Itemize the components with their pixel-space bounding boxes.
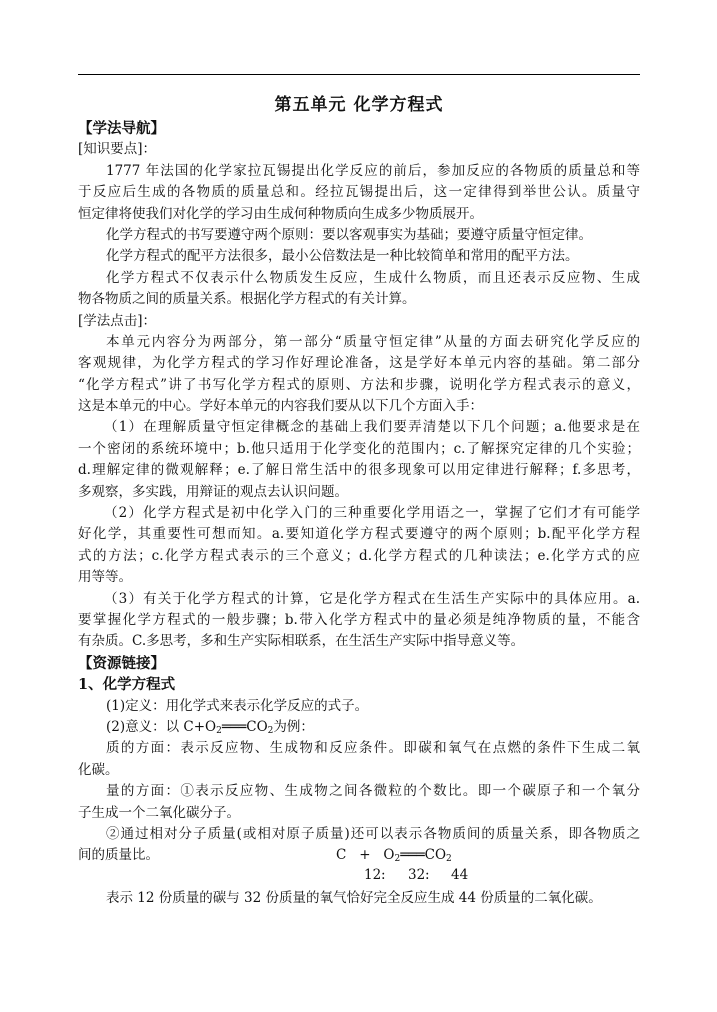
product-formula: CO	[424, 847, 447, 864]
paragraph-line: 要掌握化学方程式的一般步骤；b.带入化学方程式中的量必须是纯净物质的量，不能含	[78, 611, 640, 628]
meaning-suffix: 为例：	[273, 718, 314, 735]
subscript: 2	[216, 725, 222, 736]
carbon-symbol: C	[336, 847, 347, 864]
equals-arrow: ═══	[400, 847, 425, 864]
section-heading-study-guide: 【学法导航】	[78, 120, 165, 137]
chemical-equation	[336, 845, 452, 866]
paragraph-line: 好化学，其重要性可想而知。a.要知道化学方程式要遵守的两个原则；b.配平化学方程	[78, 526, 640, 543]
paragraph-line: 用等等。	[78, 569, 132, 586]
study-tips-label: [学法点击]：	[78, 312, 157, 329]
paragraph-line: 化学方程式的配平方法很多，最小公倍数法是一种比较简单和常用的配平方法。	[106, 248, 579, 265]
paragraph-line: 化学方程式的书写要遵守两个原则：要以客观事实为基础；要遵守质量守恒定律。	[106, 226, 592, 243]
conclusion-line: 表示 12 份质量的碳与 32 份质量的氧气恰好完全反应生成 44 份质量的二氧化碳。	[106, 890, 602, 907]
oxygen-mass: 32	[408, 866, 426, 883]
paragraph-line: 质的方面：表示反应物、生成物和反应条件。即碳和氧气在点燃的条件下生成二氧	[106, 740, 640, 757]
paragraph-line: 物各物质之间的质量关系。根据化学方程式的有关计算。	[78, 291, 416, 308]
paragraph-line: 子生成一个二氧化碳分子。	[78, 804, 240, 821]
definition-line: (1)定义：用化学式来表示化学反应的式子。	[106, 697, 369, 714]
paragraph-line: （3）有关于化学方程式的计算，它是化学方程式在生活生产实际中的具体应用。a.	[104, 590, 640, 607]
reaction-arrow	[222, 717, 246, 738]
paragraph-line: d.理解定律的微观解释；e.了解日常生活中的很多现象可以用定律进行解释；f.多思考，	[78, 462, 640, 479]
section-heading-resource-links: 【资源链接】	[78, 654, 165, 672]
paragraph-line: 一个密闭的系统环境中；b.他只适用于化学变化的范围内；c.了解探究定律的几个实验；	[78, 440, 640, 457]
paragraph-line: 化学方程式不仅表示什么物质发生反应，生成什么物质，而且还表示反应物、生成	[106, 269, 640, 286]
mass-ratio-line	[78, 867, 640, 888]
product-formula: CO	[246, 718, 268, 735]
plus-sign: +	[359, 847, 371, 864]
paragraph-line: 量的方面：①表示反应物、生成物之间各微粒的个数比。即一个碳原子和一个氧分	[106, 783, 640, 800]
ratio-separator: :	[425, 866, 430, 883]
paragraph-line: 1777 年法国的化学家拉瓦锡提出化学反应的前后，参加反应的各物质的质量总和等	[106, 162, 640, 179]
subscript: 2	[394, 854, 401, 865]
paragraph-line: “化学方程式”讲了书写化学方程式的原则、方法和步骤，说明化学方程式表示的意义，	[78, 376, 640, 393]
equals-arrow: ═══	[221, 718, 247, 735]
meaning-prefix: (2)意义：以 C+O	[106, 718, 217, 735]
paragraph-line: 有杂质。C.多思考，多和生产实际相联系，在生活生产实际中指导意义等。	[78, 633, 525, 650]
subscript: 2	[446, 854, 452, 865]
carbon-mass: 12	[364, 866, 382, 883]
meaning-line	[78, 717, 640, 738]
ratio-separator: :	[381, 866, 386, 883]
paragraph-line: 化碳。	[78, 761, 119, 778]
paragraph-line: 这是本单元的中心。学好本单元的内容我们要从以下几个方面入手：	[78, 398, 483, 415]
paragraph-line: 本单元内容分为两部分，第一部分“质量守恒定律”从量的方面去研究化学反应的	[106, 333, 640, 350]
paragraph-line: 式的方法；c.化学方程式表示的三个意义；d.化学方程式的几种读法；e.化学方式的应	[78, 547, 640, 564]
reaction-arrow	[400, 845, 424, 866]
oxygen-symbol: O	[383, 847, 395, 864]
subscript: 2	[267, 725, 274, 736]
paragraph-line: （1）在理解质量守恒定律概念的基础上我们要弄清楚以下几个问题；a.他要求是在	[104, 419, 640, 436]
subsection-heading: 1、化学方程式	[78, 676, 176, 694]
page-title: 第五单元 化学方程式	[274, 95, 444, 115]
paragraph-line: 客观规律，为化学方程式的学习作好理论准备，这是学好本单元内容的基础。第二部分	[78, 355, 640, 372]
equation-line	[78, 845, 640, 866]
paragraph-line: 多观察，多实践，用辩证的观点去认识问题。	[78, 483, 348, 500]
paragraph-line: ②通过相对分子质量(或相对原子质量)还可以表示各物质间的质量关系，即各物质之	[106, 825, 640, 842]
paragraph-line: 于反应后生成的各物质的质量总和。经拉瓦锡提出后，这一定律得到举世公认。质量守	[78, 184, 640, 201]
document-page	[78, 0, 640, 1012]
paragraph-line: 间的质量比。	[78, 847, 159, 864]
header-rule	[78, 74, 640, 75]
carbon-dioxide-mass: 44	[451, 866, 469, 883]
paragraph-line: （2）化学方程式是初中化学入门的三种重要化学用语之一，掌握了它们才有可能学	[104, 505, 640, 522]
document-body	[78, 118, 640, 909]
knowledge-points-label: [知识要点]：	[78, 141, 157, 158]
paragraph-line: 恒定律将使我们对化学的学习由生成何种物质向生成多少物质展开。	[78, 205, 483, 222]
